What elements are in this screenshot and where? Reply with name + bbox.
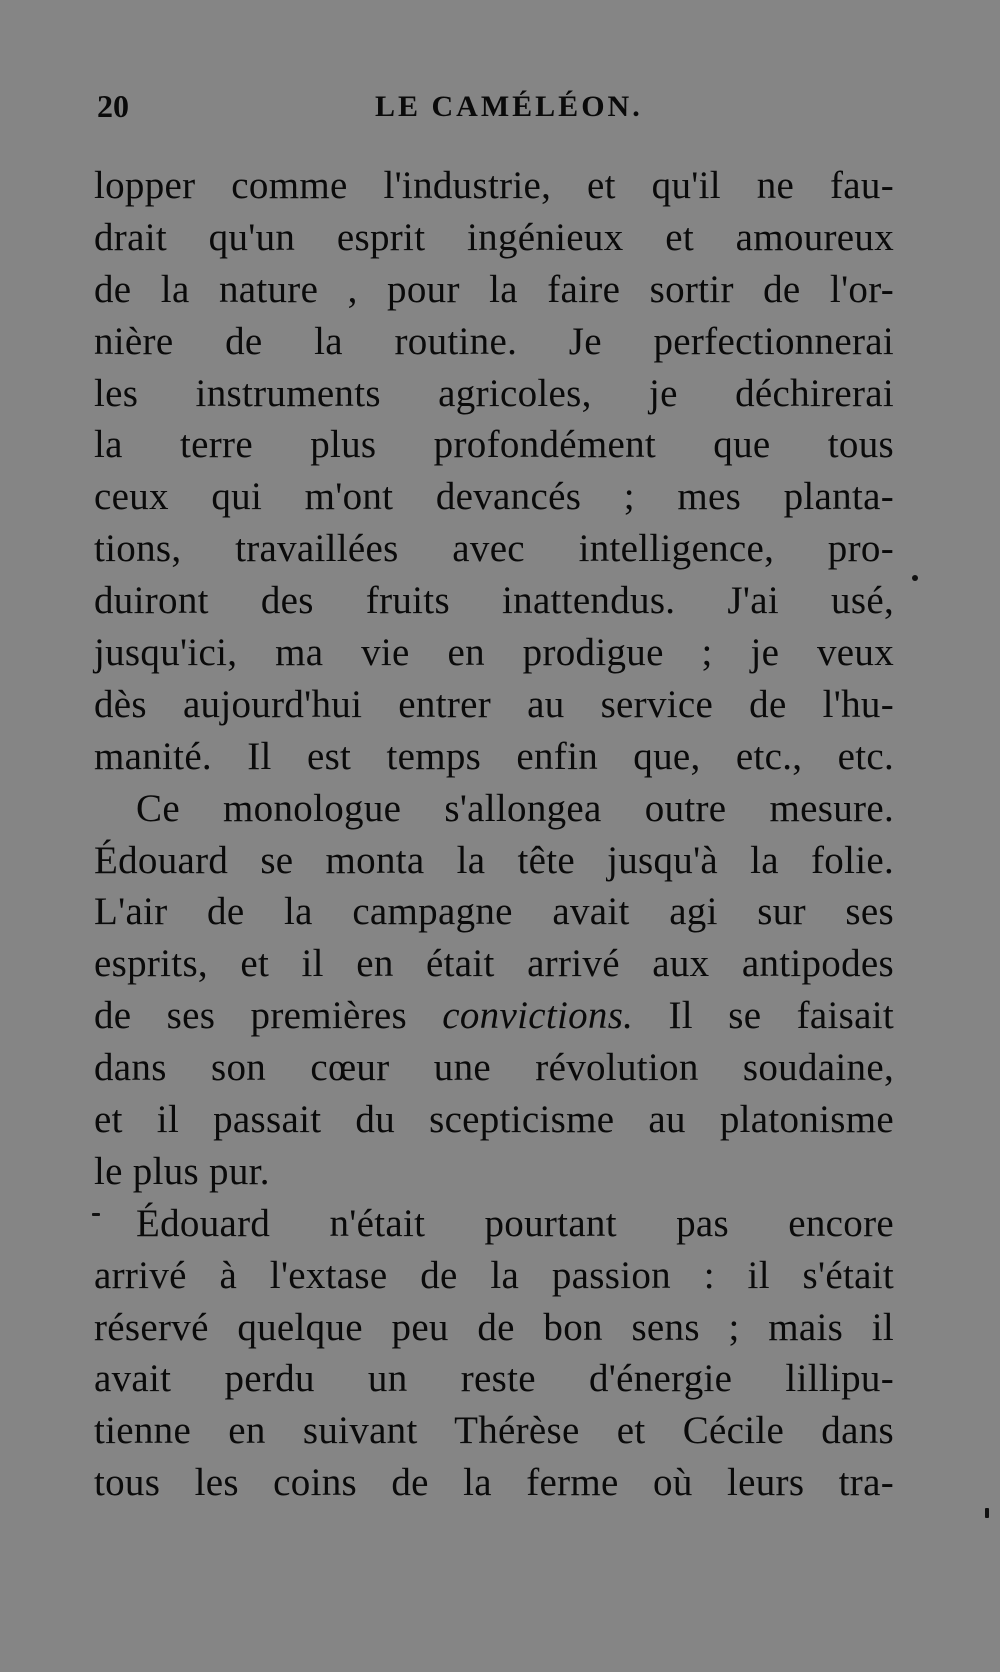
text-line: dans son cœur une révolution soudaine, — [94, 1046, 894, 1090]
text-line: duiront des fruits inattendus. J'ai usé, — [94, 579, 894, 623]
text-line: avait perdu un reste d'énergie lillipu- — [94, 1357, 894, 1401]
page-number: 20 — [97, 88, 129, 124]
text-line-mixed — [94, 990, 894, 1042]
text-line: drait qu'un esprit ingénieux et amoureux — [94, 215, 894, 259]
body-text — [94, 160, 894, 1509]
running-title: LE CAMÉLÉON. — [375, 90, 643, 123]
text-line-paragraph-start: Ce monologue s'allongea outre mesure. — [136, 786, 894, 830]
print-speck — [912, 575, 918, 581]
text-line-paragraph-end: le plus pur. — [94, 1149, 270, 1193]
text-line: tienne en suivant Thérèse et Cécile dans — [94, 1409, 894, 1453]
text-line: réservé quelque peu de bon sens ; mais il — [94, 1305, 894, 1349]
text-line: les instruments agricoles, je déchirerai — [94, 371, 894, 415]
text-line: manité. Il est temps enfin que, etc., etc. — [94, 734, 894, 778]
text-line: et il passait du scepticisme au platonisme — [94, 1098, 894, 1142]
italic-word: convictions. — [442, 994, 634, 1038]
text-line: nière de la routine. Je perfectionnerai — [94, 319, 894, 363]
text-line: arrivé à l'extase de la passion : il s'était — [94, 1253, 894, 1297]
text-line: L'air de la campagne avait agi sur ses — [94, 890, 894, 934]
text-line: la terre plus profondément que tous — [94, 423, 894, 467]
print-speck — [92, 1213, 100, 1216]
text-line: tous les coins de la ferme où leurs tra- — [94, 1461, 894, 1505]
text-line-paragraph-start: Édouard n'était pourtant pas encore — [136, 1201, 894, 1245]
text-line: tions, travaillées avec intelligence, pro- — [94, 527, 894, 571]
text-segment: Il se faisait — [668, 994, 894, 1038]
text-line: jusqu'ici, ma vie en prodigue ; je veux — [94, 631, 894, 675]
text-line: dès aujourd'hui entrer au service de l'hu- — [94, 682, 894, 726]
text-segment: de ses premières — [94, 994, 407, 1038]
text-line: ceux qui m'ont devancés ; mes planta- — [94, 475, 894, 519]
text-line: esprits, et il en était arrivé aux antipodes — [94, 942, 894, 986]
print-speck — [985, 1508, 989, 1518]
text-line: lopper comme l'industrie, et qu'il ne fau- — [94, 164, 894, 207]
text-line: de la nature , pour la faire sortir de l'or- — [94, 267, 894, 311]
text-line: Édouard se monta la tête jusqu'à la folie. — [94, 838, 894, 882]
page-header — [97, 88, 897, 128]
